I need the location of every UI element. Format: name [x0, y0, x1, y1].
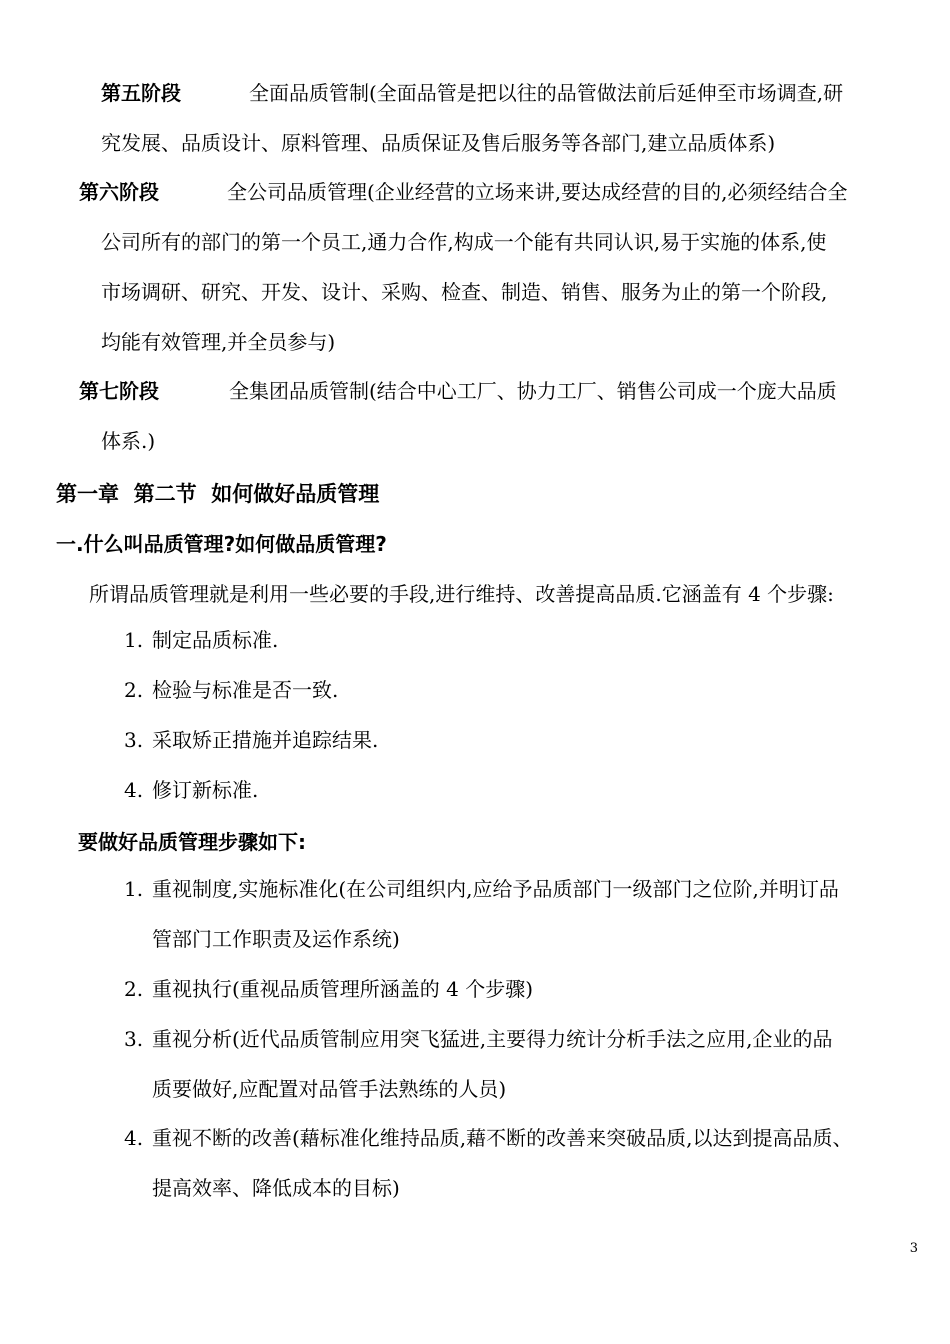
- list-item: [124, 665, 338, 715]
- list-text: 检验与标准是否一致.: [152, 678, 339, 702]
- stage-5: [101, 68, 843, 168]
- intro-paragraph: 所谓品质管理就是利用一些必要的手段,进行维持、改善提高品质.它涵盖有 4 个步骤:: [89, 582, 834, 606]
- list-text: 重视制度,实施标准化(在公司组织内,应给予品质部门一级部门之位阶,并明订品: [152, 877, 839, 901]
- list-number: 2.: [124, 977, 144, 1001]
- stage-desc-line: 全面品质管制(全面品管是把以往的品管做法前后延伸至市场调查,研: [249, 81, 844, 105]
- list-text: 采取矫正措施并追踪结果.: [152, 728, 379, 752]
- list-number: 1.: [124, 628, 144, 652]
- list-number: 3.: [124, 728, 144, 752]
- list-text: 重视不断的改善(藉标准化维持品质,藉不断的改善来突破品质,以达到提高品质、: [152, 1126, 853, 1150]
- list-text: 制定品质标准.: [152, 628, 279, 652]
- list-item: [124, 864, 839, 964]
- list-number: 3.: [124, 1027, 144, 1051]
- stage-desc-line: 体系.): [101, 429, 156, 453]
- page-number: 3: [909, 1241, 918, 1256]
- list-number: 2.: [124, 678, 144, 702]
- stage-desc-line: 全公司品质管理(企业经营的立场来讲,要达成经营的目的,必须经结合全: [227, 180, 848, 204]
- stage-label: 第七阶段: [79, 379, 159, 403]
- list-number: 4.: [124, 1126, 144, 1150]
- stage-desc-line: 市场调研、研究、开发、设计、采购、检查、制造、销售、服务为止的第一个阶段,: [101, 280, 828, 304]
- list-item: [124, 964, 533, 1014]
- stage-7: [79, 366, 837, 466]
- list-item: [124, 1014, 833, 1114]
- stage-desc-line: 公司所有的部门的第一个员工,通力合作,构成一个能有共同认识,易于实施的体系,使: [101, 230, 827, 254]
- list-text: 修订新标准.: [152, 778, 259, 802]
- list-text: 重视分析(近代品质管制应用突飞猛进,主要得力统计分析手法之应用,企业的品: [152, 1027, 833, 1051]
- section-heading: 一.什么叫品质管理?如何做品质管理?: [56, 532, 387, 556]
- list-number: 4.: [124, 778, 144, 802]
- list-item: [124, 1113, 853, 1213]
- stage-label: 第六阶段: [79, 180, 159, 204]
- list-number: 1.: [124, 877, 144, 901]
- stage-6: [79, 167, 848, 367]
- list-text: 管部门工作职责及运作系统): [152, 927, 400, 951]
- list-text: 重视执行(重视品质管理所涵盖的 4 个步骤): [152, 977, 534, 1001]
- subheading: 要做好品质管理步骤如下:: [78, 830, 306, 854]
- list-item: [124, 715, 378, 765]
- stage-desc-line: 全集团品质管制(结合中心工厂、协力工厂、销售公司成一个庞大品质: [229, 379, 837, 403]
- list-item: [124, 765, 258, 815]
- stage-desc-line: 均能有效管理,并全员参与): [101, 330, 336, 354]
- stage-label: 第五阶段: [101, 81, 181, 105]
- list-text: 提高效率、降低成本的目标): [152, 1176, 400, 1200]
- list-item: [124, 615, 278, 665]
- chapter-heading: 第一章 第二节 如何做好品质管理: [56, 482, 380, 506]
- stage-desc-line: 究发展、品质设计、原料管理、品质保证及售后服务等各部门,建立品质体系): [101, 131, 776, 155]
- list-text: 质要做好,应配置对品管手法熟练的人员): [152, 1077, 507, 1101]
